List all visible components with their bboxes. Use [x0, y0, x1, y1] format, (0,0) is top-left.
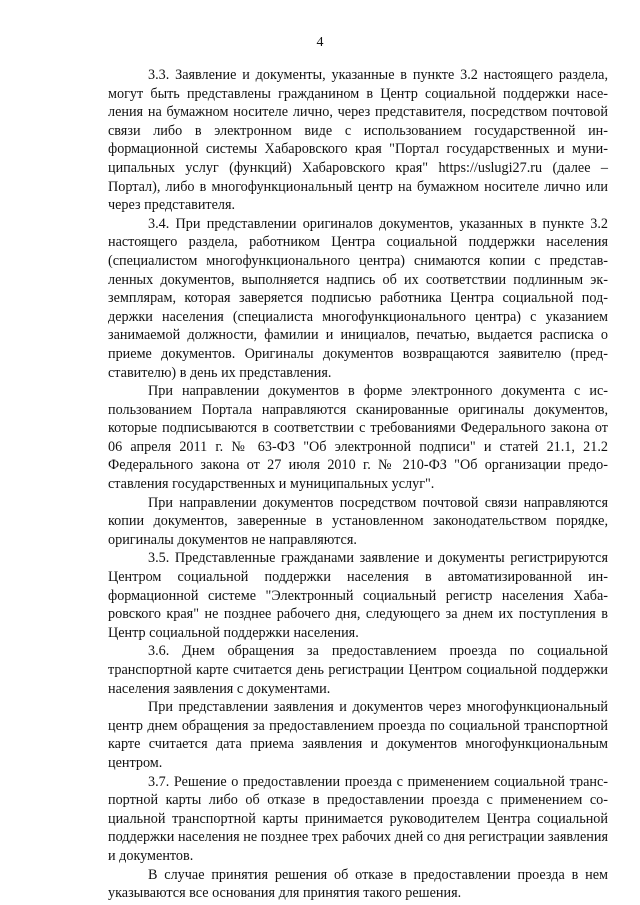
paragraph-3-6: 3.6. Днем обращения за предоставлением проезда по социальной транспортной карте считается день регистрации Центром социальной поддержки населения заявления с документами.	[108, 643, 608, 697]
paragraph-electronic-submission: При направлении документов в форме электронного документа с использованием Портала направляются сканированные оригиналы документов, которые подписываются в соответствии с требованиями Федерального закона от 06 апреля 2011 г. № 63-ФЗ "Об электронной подписи" и статей 21.1, 21.2 Федерального закона от 27 июля 2010 г. № 210-ФЗ "Об организации предоставления государственных и муниципальных услуг".	[108, 383, 608, 493]
page-number: 4	[316, 35, 324, 50]
document-body	[108, 66, 608, 903]
paragraph-postal-submission: При направлении документов посредством почтовой связи направляются копии документов, заверенные в установленном законодательством порядке, оригиналы документов не направляются.	[108, 494, 608, 548]
paragraph-3-5: 3.5. Представленные гражданами заявление и документы регистрируются Центром социальной поддержки населения в автоматизированной информационной системе "Электронный социальный регистр населения Хабаровского края" не позднее рабочего дня, следующего за днем их поступления в Центр социальной поддержки населения.	[108, 550, 608, 641]
paragraph-mfc-submission: При представлении заявления и документов через многофункциональный центр днем обращения за предоставлением проезда по социальной транспортной карте считается дата приема заявления и документов многофункциональным центром.	[108, 699, 608, 771]
paragraph-3-3: 3.3. Заявление и документы, указанные в пункте 3.2 настоящего раздела, могут быть представлены гражданином в Центр социальной поддержки населения на бумажном носителе лично, через представителя, посредством почтовой связи либо в электронном виде с использованием государственной информационной системы Хабаровского края "Портал государственных и муниципальных услуг (функций) Хабаровского края" https://uslugi27.ru (далее – Портал), либо в многофункциональный центр на бумажном носителе лично или через представителя.	[108, 67, 608, 214]
paragraph-3-7: 3.7. Решение о предоставлении проезда с применением социальной транспортной карты либо об отказе в предоставлении проезда с применением социальной транспортной карты принимается руководителем Центра социальной поддержки населения не позднее трех рабочих дней со дня регистрации заявления и документов.	[108, 773, 608, 864]
paragraph-3-4: 3.4. При представлении оригиналов документов, указанных в пункте 3.2 настоящего раздела, работником Центра социальной поддержки населения (специалистом многофункционального центра) снимаются копии с представленных документов, выполняется надпись об их соответствии подлинным экземплярам, которая заверяется подписью работника Центра социальной поддержки населения (специалиста многофункционального центра) с указанием занимаемой должности, фамилии и инициалов, печатью, выдается расписка о приеме документов. Оригиналы документов возвращаются заявителю (представителю) в день их представления.	[108, 215, 608, 381]
paragraph-refusal: В случае принятия решения об отказе в предоставлении проезда в нем указываются все основания для принятия такого решения.	[108, 866, 608, 902]
